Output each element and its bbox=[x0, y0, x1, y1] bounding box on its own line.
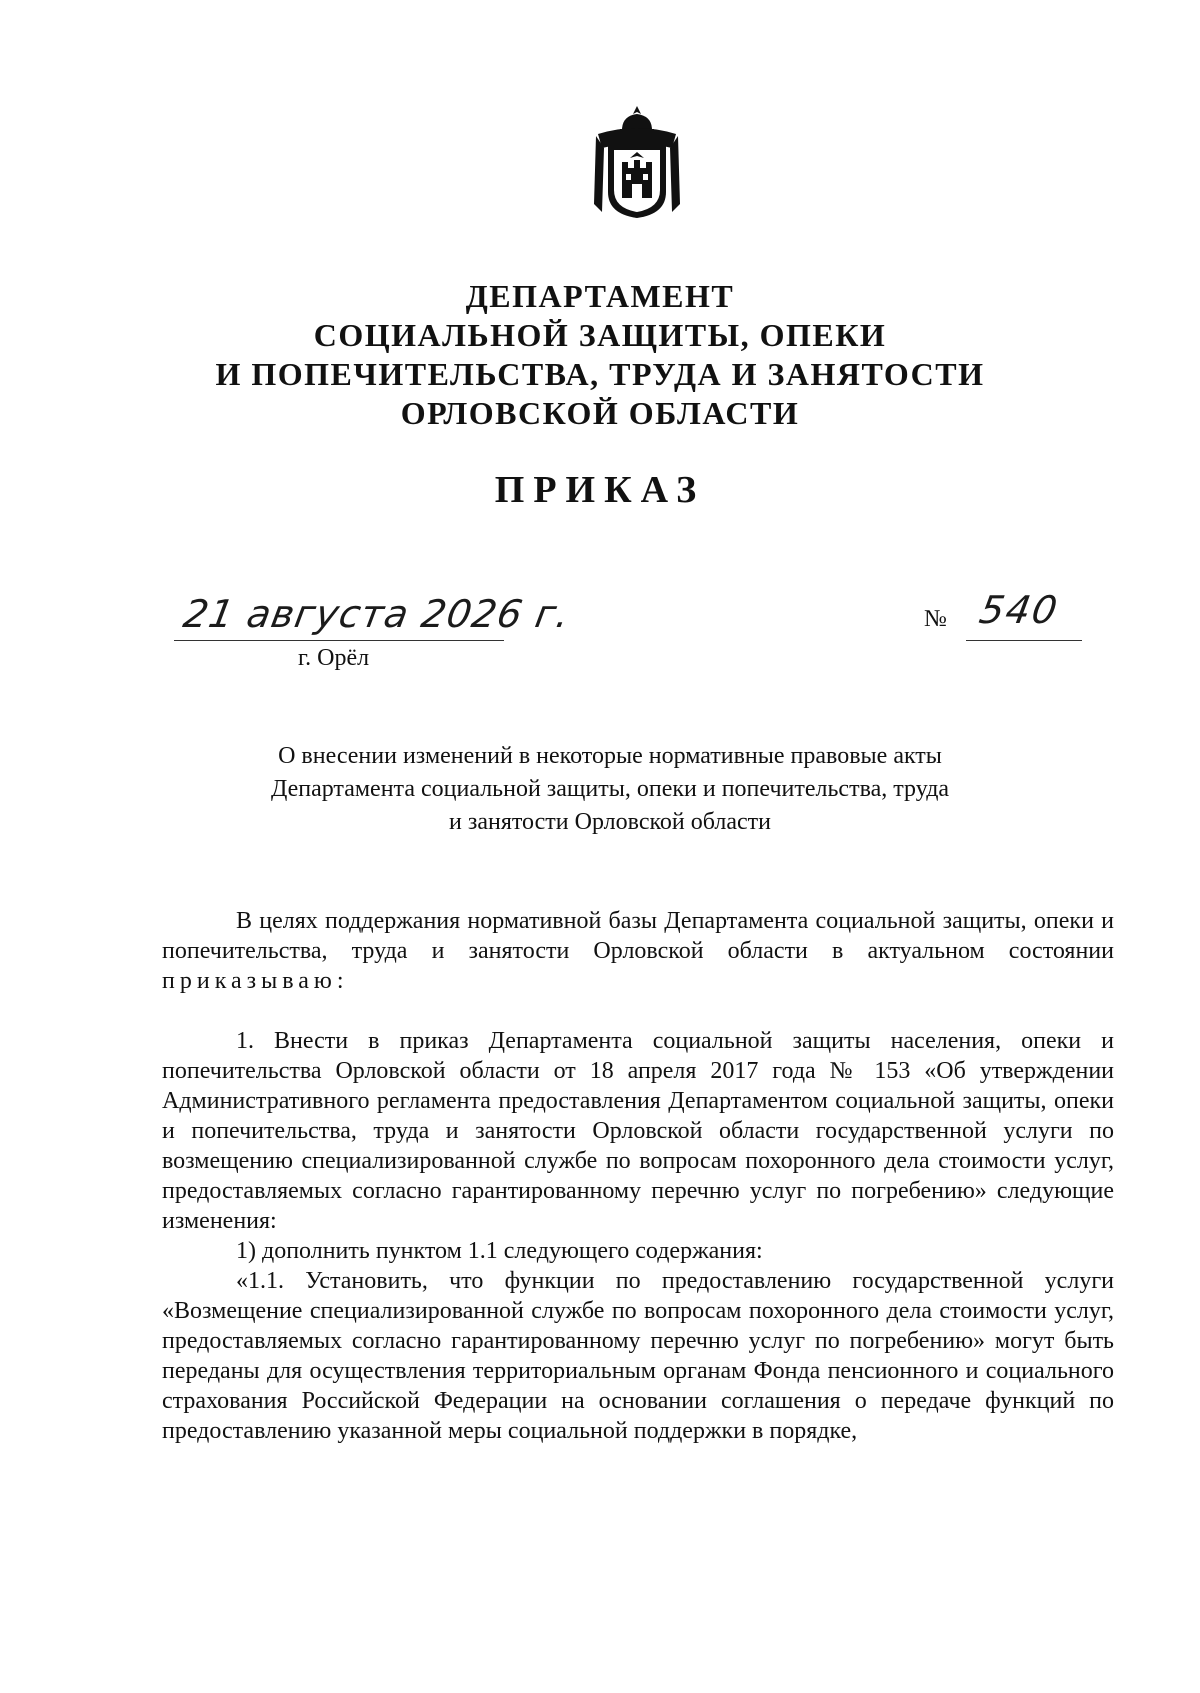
department-line-2: СОЦИАЛЬНОЙ ЗАЩИТЫ, ОПЕКИ bbox=[313, 317, 887, 353]
city-label: г. Орёл bbox=[298, 645, 370, 671]
department-line-4: ОРЛОВСКОЙ ОБЛАСТИ bbox=[400, 395, 800, 431]
subject-line-2: Департамента социальной защиты, опеки и попечительства, труда bbox=[270, 776, 950, 802]
order-subject bbox=[160, 740, 1060, 839]
department-line-1: ДЕПАРТАМЕНТ bbox=[465, 278, 735, 314]
department-header bbox=[0, 277, 1200, 433]
preamble-text: В целях поддержания нормативной базы Департамента социальной защиты, опеки и попечительства, труда и занятости Орловской области в актуальном состоянии bbox=[162, 908, 1114, 964]
subject-line-1: О внесении изменений в некоторые нормативные правовые акты bbox=[278, 743, 942, 769]
subject-line-3: и занятости Орловской области bbox=[449, 809, 771, 835]
item-1-text: 1. Внести в приказ Департамента социальной защиты населения, опеки и попечительства Орловской области от 18 апреля 2017 года № 153 «Об утверждении Административного регламента предоставления Департаментом социальной защиты, опеки и попечительства, труда и занятости Орловской области государственной услуги по возмещению специализированной службе по вопросам похоронного дела стоимости услуг, предоставляемых согласно гарантированному перечню услуг по погребению» следующие изменения: bbox=[162, 1028, 1114, 1234]
quoted-amendment-text: «1.1. Установить, что функции по предоставлению государственной услуги «Возмещение специализированной службе по вопросам похоронного дела стоимости услуг, предоставляемых согласно гарантированному перечню услуг по погребению» могут быть переданы для осуществления территориальным органам Фонда пенсионного и социального страхования Российской Федерации на основании соглашения о передаче функций по предоставлению указанной меры социальной поддержки в порядке, bbox=[162, 1268, 1114, 1444]
subitem-1-text: 1) дополнить пунктом 1.1 следующего содержания: bbox=[236, 1238, 763, 1264]
handwritten-order-number: 540 bbox=[976, 588, 1063, 632]
preamble-directive: приказываю: bbox=[162, 968, 349, 994]
preamble-paragraph bbox=[162, 906, 1114, 996]
quoted-amendment-paragraph bbox=[162, 1266, 1114, 1446]
order-body bbox=[162, 906, 1114, 1446]
number-underline bbox=[966, 640, 1082, 641]
handwritten-date: 21 августа 2026 г. bbox=[180, 592, 574, 636]
department-line-3: И ПОПЕЧИТЕЛЬСТВА, ТРУДА И ЗАНЯТОСТИ bbox=[215, 356, 985, 392]
coat-of-arms-emblem bbox=[592, 104, 682, 222]
document-type-title: ПРИКАЗ bbox=[494, 469, 706, 511]
date-underline bbox=[174, 640, 504, 641]
subitem-1-paragraph bbox=[162, 1236, 1114, 1266]
number-sign: № bbox=[924, 606, 947, 632]
item-1-paragraph bbox=[162, 1026, 1114, 1236]
